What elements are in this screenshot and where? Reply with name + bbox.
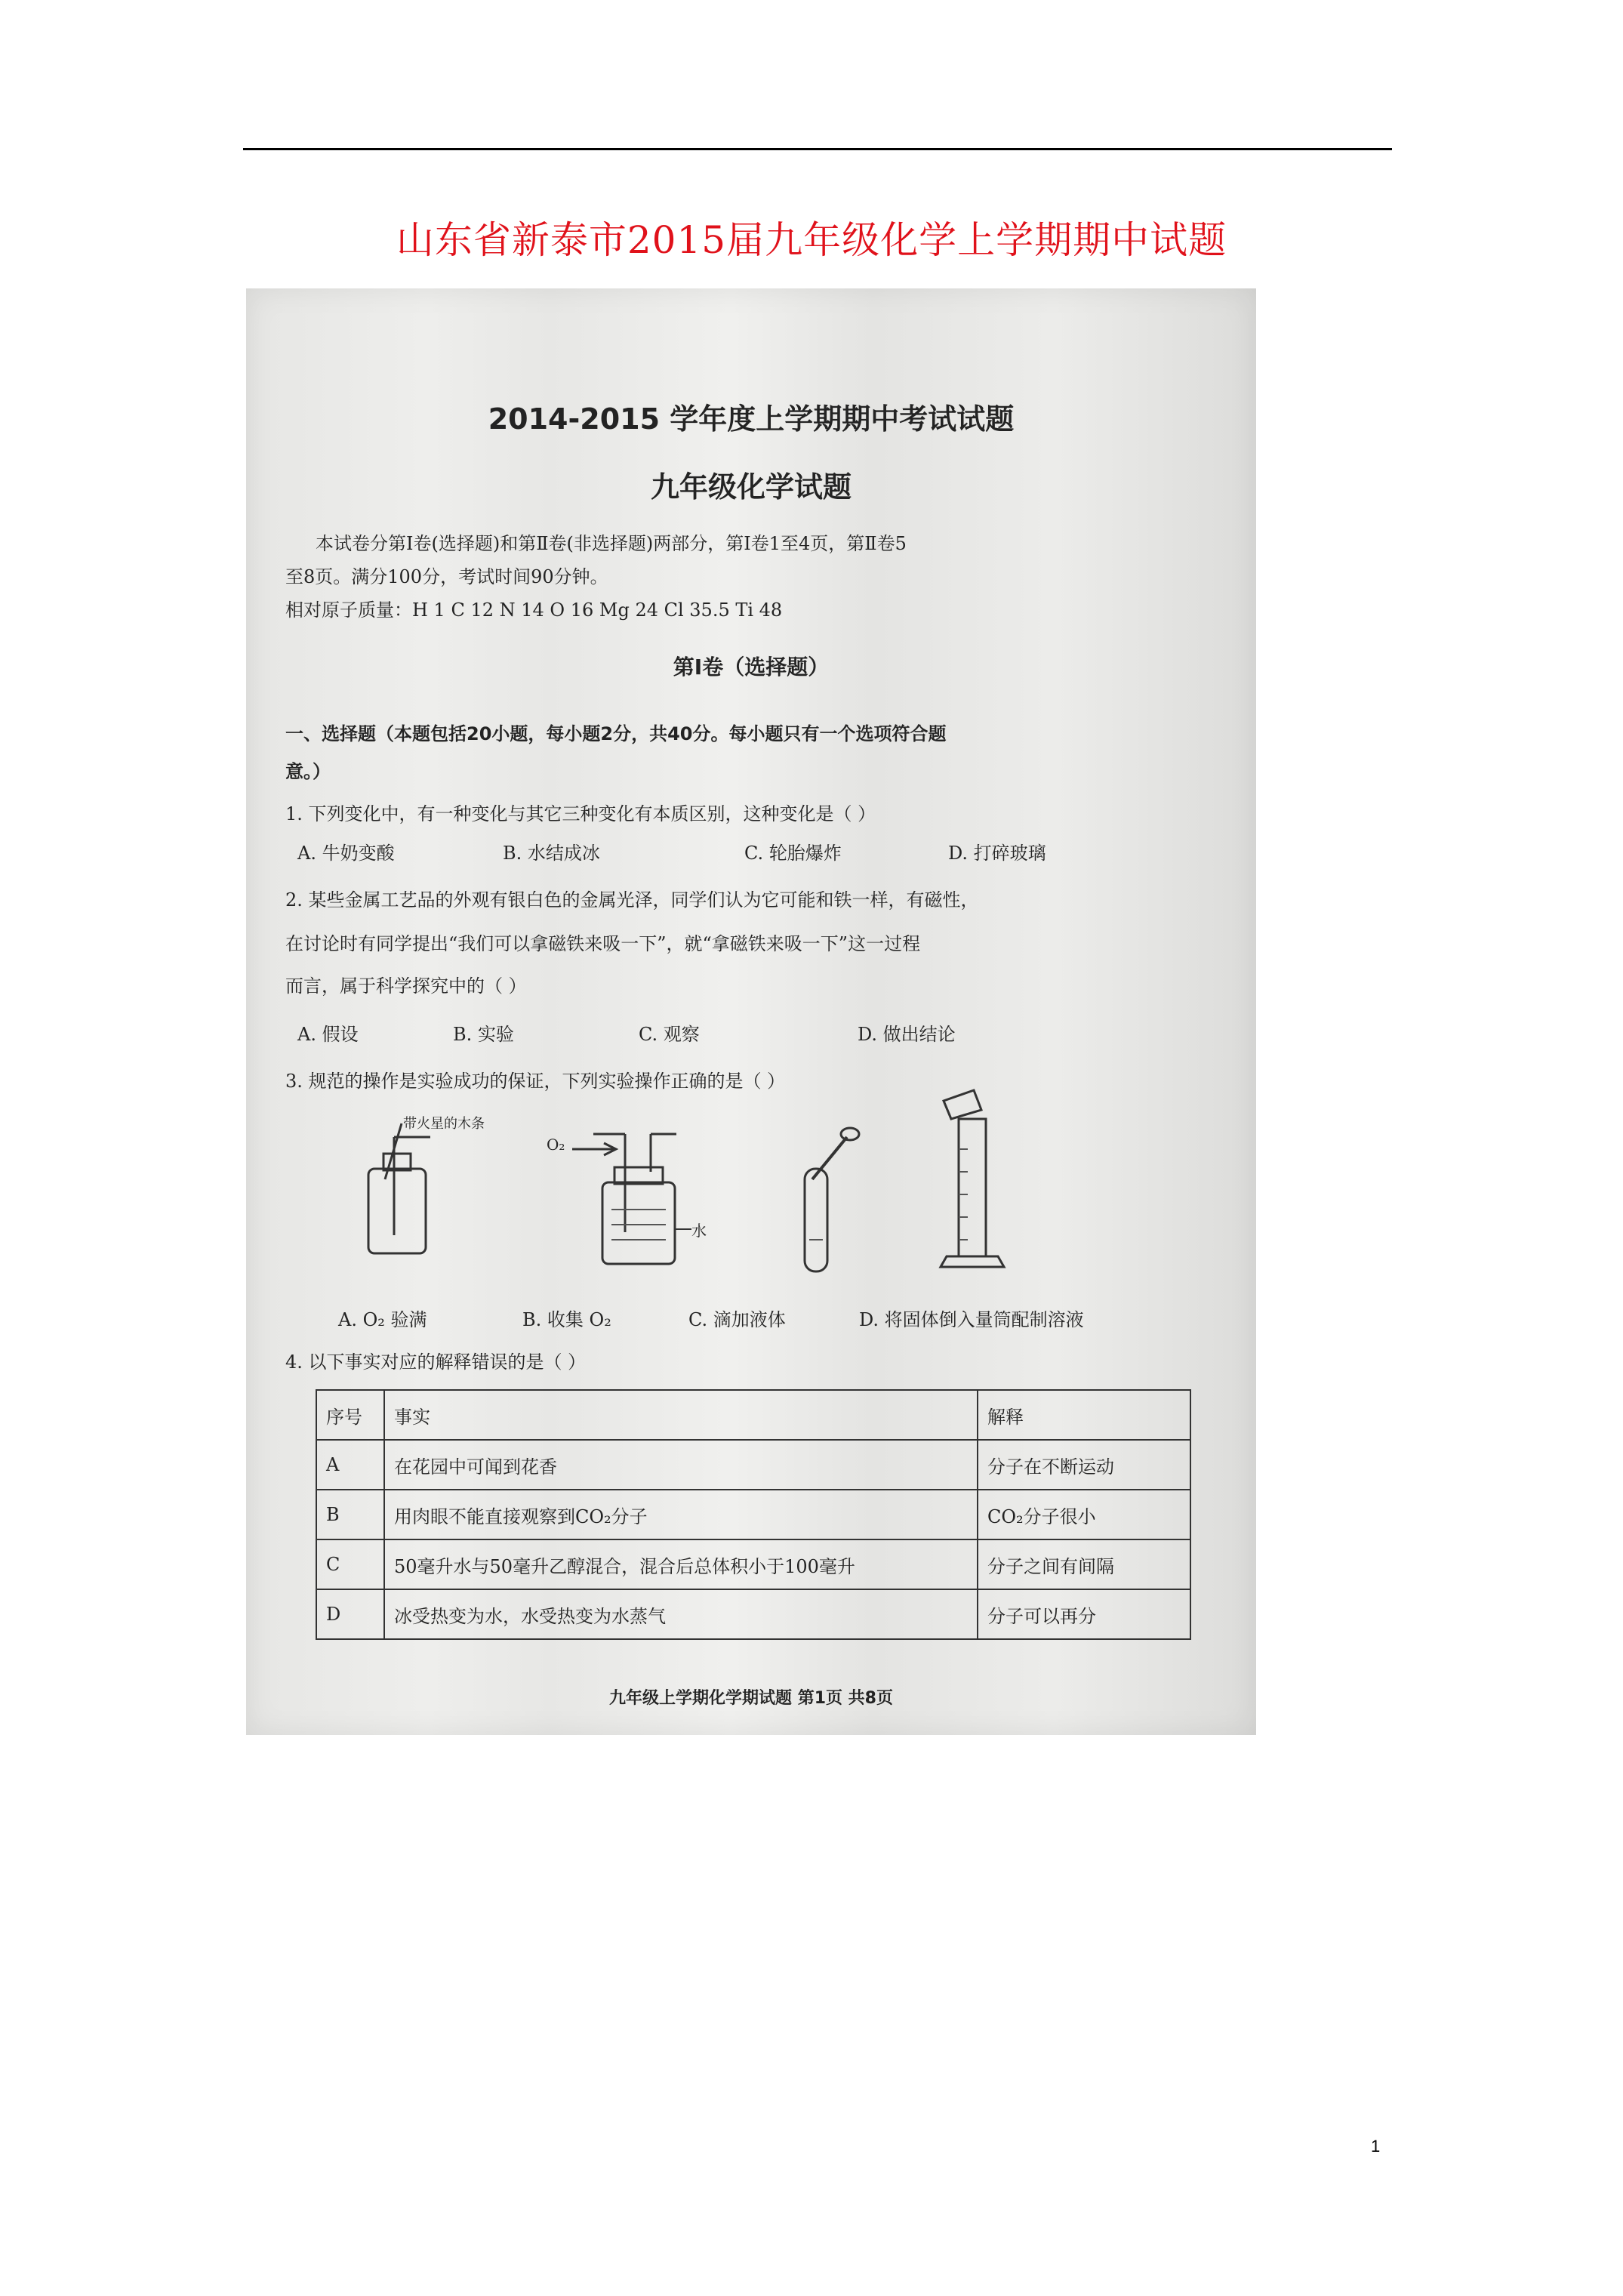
gas-bottle-diagram — [563, 1119, 714, 1270]
table-cell: 在花园中可闻到花香 — [384, 1440, 978, 1490]
q3-option-c: C. 滴加液体 — [688, 1309, 786, 1330]
facts-table — [316, 1389, 1191, 1640]
dropper-test-tube-diagram — [775, 1126, 873, 1277]
atomic-mass-line: 相对原子质量：H 1 C 12 N 14 O 16 Mg 24 Cl 35.5 Ti 48 — [285, 599, 783, 621]
document-title: 山东省新泰市2015届九年级化学上学期期中试题 — [396, 218, 1227, 262]
table-cell: 分子在不断运动 — [978, 1440, 1190, 1490]
table-cell: 分子之间有间隔 — [978, 1539, 1190, 1589]
fig-b-label: O₂ — [547, 1136, 565, 1154]
part-heading-line-1: 一、选择题（本题包括20小题，每小题2分，共40分。每小题只有一个选项符合题 — [285, 723, 947, 744]
q2-line-3: 而言，属于科学探究中的（ ） — [285, 975, 527, 997]
table-cell: 冰受热变为水，水受热变为水蒸气 — [384, 1589, 978, 1639]
q1-option-c: C. 轮胎爆炸 — [744, 843, 842, 864]
table-row — [316, 1539, 1190, 1589]
q1-stem: 1. 下列变化中，有一种变化与其它三种变化有本质区别，这种变化是（ ） — [285, 803, 876, 824]
table-cell: D — [316, 1589, 384, 1639]
q1-option-d: D. 打碎玻璃 — [948, 843, 1046, 864]
part-heading-line-2: 意。） — [285, 761, 331, 782]
scanned-exam-page — [246, 288, 1256, 1735]
table-cell: C — [316, 1539, 384, 1589]
table-cell: 50毫升水与50毫升乙醇混合，混合后总体积小于100毫升 — [384, 1539, 978, 1589]
table-row — [316, 1490, 1190, 1539]
header-cell: 解释 — [978, 1390, 1190, 1440]
q2-line-2: 在讨论时有同学提出“我们可以拿磁铁来吸一下”，就“拿磁铁来吸一下”这一过程 — [285, 933, 921, 954]
table-row — [316, 1440, 1190, 1490]
q4-stem: 4. 以下事实对应的解释错误的是（ ） — [285, 1351, 587, 1373]
graduated-cylinder-diagram — [925, 1089, 1024, 1277]
q2-line-1: 2. 某些金属工艺品的外观有银白色的金属光泽，同学们认为它可能和铁一样，有磁性， — [285, 889, 979, 911]
section-title: 第Ⅰ卷（选择题） — [673, 655, 830, 680]
exam-title: 2014-2015 学年度上学期期中考试试题 — [488, 402, 1015, 436]
q3-option-b: B. 收集 O₂ — [522, 1309, 611, 1330]
fig-a-label: 带火星的木条 — [403, 1116, 485, 1132]
q3-stem: 3. 规范的操作是实验成功的保证，下列实验操作正确的是（ ） — [285, 1071, 786, 1092]
table-cell: B — [316, 1490, 384, 1539]
fig-b-water-label: 水 — [691, 1222, 707, 1240]
q2-option-c: C. 观察 — [639, 1024, 700, 1045]
q2-option-b: B. 实验 — [453, 1024, 514, 1045]
table-cell: 分子可以再分 — [978, 1589, 1190, 1639]
q1-option-b: B. 水结成冰 — [503, 843, 600, 864]
flask-splint-diagram — [352, 1116, 442, 1259]
exam-footer: 九年级上学期化学期试题 第1页 共8页 — [609, 1689, 893, 1708]
page-number: 1 — [1371, 2137, 1381, 2156]
exam-subtitle: 九年级化学试题 — [650, 470, 852, 504]
table-cell: A — [316, 1440, 384, 1490]
header-cell: 序号 — [316, 1390, 384, 1440]
q1-option-a: A. 牛奶变酸 — [297, 843, 395, 864]
table-cell: 用肉眼不能直接观察到CO₂分子 — [384, 1490, 978, 1539]
intro-line-2: 至8页。满分100分，考试时间90分钟。 — [285, 566, 608, 587]
q3-option-a: A. O₂ 验满 — [338, 1309, 427, 1330]
q3-option-d: D. 将固体倒入量筒配制溶液 — [859, 1309, 1084, 1330]
table-row — [316, 1589, 1190, 1639]
header-cell: 事实 — [384, 1390, 978, 1440]
intro-line-1: 本试卷分第Ⅰ卷(选择题)和第Ⅱ卷(非选择题)两部分，第Ⅰ卷1至4页，第Ⅱ卷5 — [316, 533, 907, 554]
q2-option-d: D. 做出结论 — [858, 1024, 956, 1045]
header-rule — [243, 148, 1392, 150]
table-cell: CO₂分子很小 — [978, 1490, 1190, 1539]
q2-option-a: A. 假设 — [297, 1024, 359, 1045]
table-header-row — [316, 1390, 1190, 1440]
